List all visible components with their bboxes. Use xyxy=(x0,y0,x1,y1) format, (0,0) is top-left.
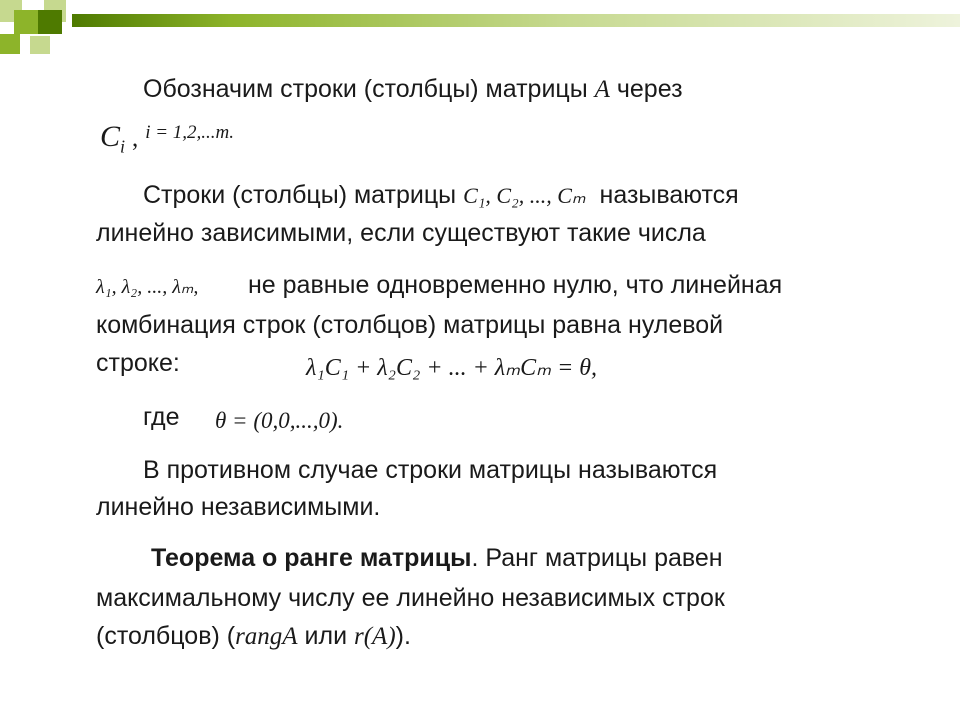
theorem-line2 xyxy=(96,583,725,613)
decor-square xyxy=(38,10,62,34)
r-a: r(A) xyxy=(354,623,396,650)
decor-square xyxy=(0,34,20,54)
theorem-text3c: ). xyxy=(395,622,411,650)
theorem-text1: . Ранг матрицы равен xyxy=(471,544,723,572)
p2-pre: Строки (столбцы) матрицы xyxy=(143,181,464,209)
rang-a: rangA xyxy=(235,623,298,650)
theorem-line3 xyxy=(96,621,411,652)
p2-line1 xyxy=(143,180,739,211)
p2-post: называются xyxy=(599,181,739,209)
p3-line2 xyxy=(96,310,723,340)
p5-line1 xyxy=(143,455,717,485)
p5-line2 xyxy=(96,492,380,522)
matrix-a: A xyxy=(594,76,610,103)
where-label: где xyxy=(143,403,180,431)
linear-combination-formula xyxy=(306,352,597,383)
p5-text2: линейно независимыми. xyxy=(96,493,381,521)
formula-text: λ₁C₁ + λ₂C₂ + ... + λₘCₘ = θ, xyxy=(306,355,598,381)
zero-vector-text: θ = (0,0,...,0). xyxy=(215,408,344,433)
c-subscript: i xyxy=(120,136,126,157)
p1-post: через xyxy=(609,75,683,103)
lambda-sequence: λ₁, λ₂, ..., λₘ, xyxy=(96,276,199,298)
p3-text3: строке: xyxy=(96,349,180,377)
header-bar xyxy=(72,14,960,27)
p2-text: линейно зависимыми, если существуют такие числа xyxy=(96,219,706,247)
decor-square xyxy=(14,10,38,34)
c-symbol: C xyxy=(100,120,121,153)
ci-definition xyxy=(100,122,234,156)
theorem-line1 xyxy=(151,543,723,573)
p3-line1-text xyxy=(248,270,782,300)
row-sequence: C₁, C₂, ..., Cₘ xyxy=(463,183,586,208)
theorem-title: Теорема о ранге матрицы xyxy=(151,544,472,572)
c-comma: , xyxy=(131,125,139,152)
theorem-text3b: или xyxy=(297,622,354,650)
p4-line xyxy=(143,402,180,432)
p2-line2 xyxy=(96,218,706,248)
p3-text2: комбинация строк (столбцов) матрицы равна нулевой xyxy=(96,311,724,339)
p3-text1: не равные одновременно нулю, что линейная xyxy=(248,271,783,299)
index-range: i = 1,2,...m. xyxy=(145,122,235,143)
p1-line xyxy=(143,74,683,105)
p1-pre: Обозначим строки (столбцы) матрицы xyxy=(143,75,595,103)
p5-text1: В противном случае строки матрицы называются xyxy=(143,456,718,484)
theorem-text3a: (столбцов) ( xyxy=(96,622,236,650)
theorem-text2: максимальному числу ее линейно независимых строк xyxy=(96,584,725,612)
decor-square xyxy=(30,36,50,54)
p3-line1 xyxy=(96,270,198,302)
p3-line3 xyxy=(96,348,180,378)
zero-vector xyxy=(215,405,343,436)
